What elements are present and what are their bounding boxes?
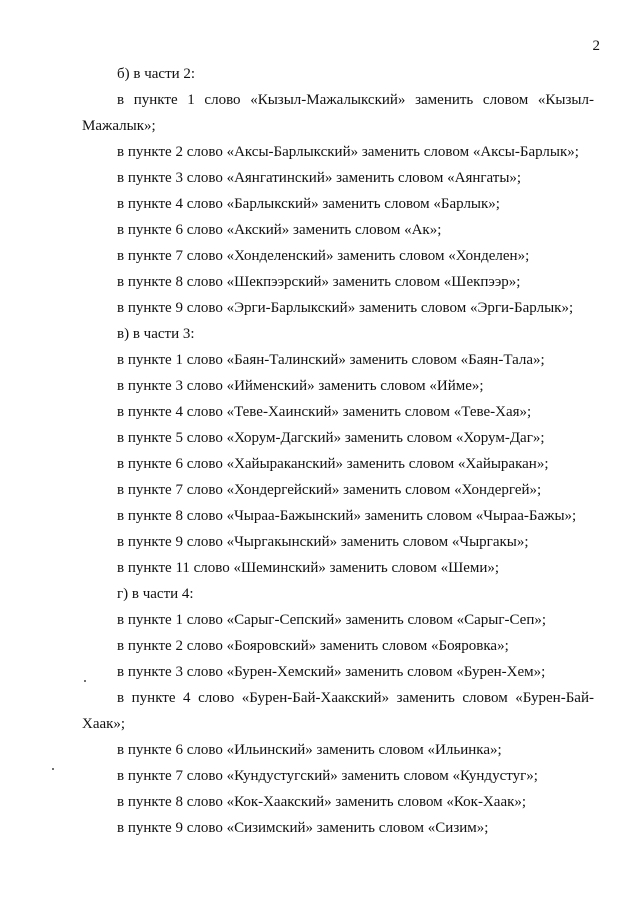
list-item: в пункте 3 слово «Бурен-Хемский» заменить словом «Бурен-Хем»; — [117, 664, 546, 680]
list-item-continuation: Мажалык»; — [82, 118, 156, 134]
list-item: в пункте 9 слово «Эрги-Барлыкский» заменить словом «Эрги-Барлык»; — [117, 300, 574, 316]
list-item: в пункте 4 слово «Бурен-Бай-Хаакский» заменить словом «Бурен-Бай- — [117, 690, 594, 706]
list-item: в пункте 7 слово «Хонделенский» заменить словом «Хонделен»; — [117, 248, 530, 264]
list-item: в пункте 2 слово «Аксы-Барлыкский» заменить словом «Аксы-Барлык»; — [117, 144, 579, 160]
list-item: в пункте 11 слово «Шеминский» заменить словом «Шеми»; — [117, 560, 500, 576]
list-item-continuation: Хаак»; — [82, 716, 126, 732]
list-item: в пункте 2 слово «Бояровский» заменить словом «Бояровка»; — [117, 638, 509, 654]
list-item: в пункте 8 слово «Кок-Хаакский» заменить словом «Кок-Хаак»; — [117, 794, 527, 810]
list-item: в пункте 8 слово «Шекпээрский» заменить словом «Шекпээр»; — [117, 274, 521, 290]
list-item: в пункте 7 слово «Кундустугский» заменить словом «Кундустуг»; — [117, 768, 538, 784]
section-heading-part-2: б) в части 2: — [117, 66, 196, 82]
list-item: в пункте 3 слово «Ийменский» заменить словом «Ийме»; — [117, 378, 484, 394]
scan-speck — [52, 768, 54, 770]
scan-speck — [84, 680, 86, 682]
list-item: в пункте 4 слово «Теве-Хаинский» заменить словом «Теве-Хая»; — [117, 404, 532, 420]
section-heading-part-4: г) в части 4: — [117, 586, 194, 602]
list-item: в пункте 6 слово «Акский» заменить словом «Ак»; — [117, 222, 442, 238]
list-item: в пункте 3 слово «Аянгатинский» заменить словом «Аянгаты»; — [117, 170, 522, 186]
list-item: в пункте 6 слово «Ильинский» заменить словом «Ильинка»; — [117, 742, 502, 758]
page-number: 2 — [592, 38, 600, 54]
list-item: в пункте 6 слово «Хайыраканский» заменить словом «Хайыракан»; — [117, 456, 549, 472]
list-item: в пункте 1 слово «Сарыг-Сепский» заменить словом «Сарыг-Сеп»; — [117, 612, 547, 628]
section-heading-part-3: в) в части 3: — [117, 326, 195, 342]
list-item: в пункте 1 слово «Баян-Талинский» заменить словом «Баян-Тала»; — [117, 352, 545, 368]
list-item: в пункте 1 слово «Кызыл-Мажалыкский» заменить словом «Кызыл- — [117, 92, 594, 108]
list-item: в пункте 5 слово «Хорум-Дагский» заменить словом «Хорум-Даг»; — [117, 430, 545, 446]
list-item: в пункте 4 слово «Барлыкский» заменить словом «Барлык»; — [117, 196, 500, 212]
list-item: в пункте 9 слово «Чыргакынский» заменить словом «Чыргакы»; — [117, 534, 529, 550]
list-item: в пункте 8 слово «Чыраа-Бажынский» заменить словом «Чыраа-Бажы»; — [117, 508, 577, 524]
list-item: в пункте 7 слово «Хондергейский» заменить словом «Хондергей»; — [117, 482, 542, 498]
list-item: в пункте 9 слово «Сизимский» заменить словом «Сизим»; — [117, 820, 489, 836]
